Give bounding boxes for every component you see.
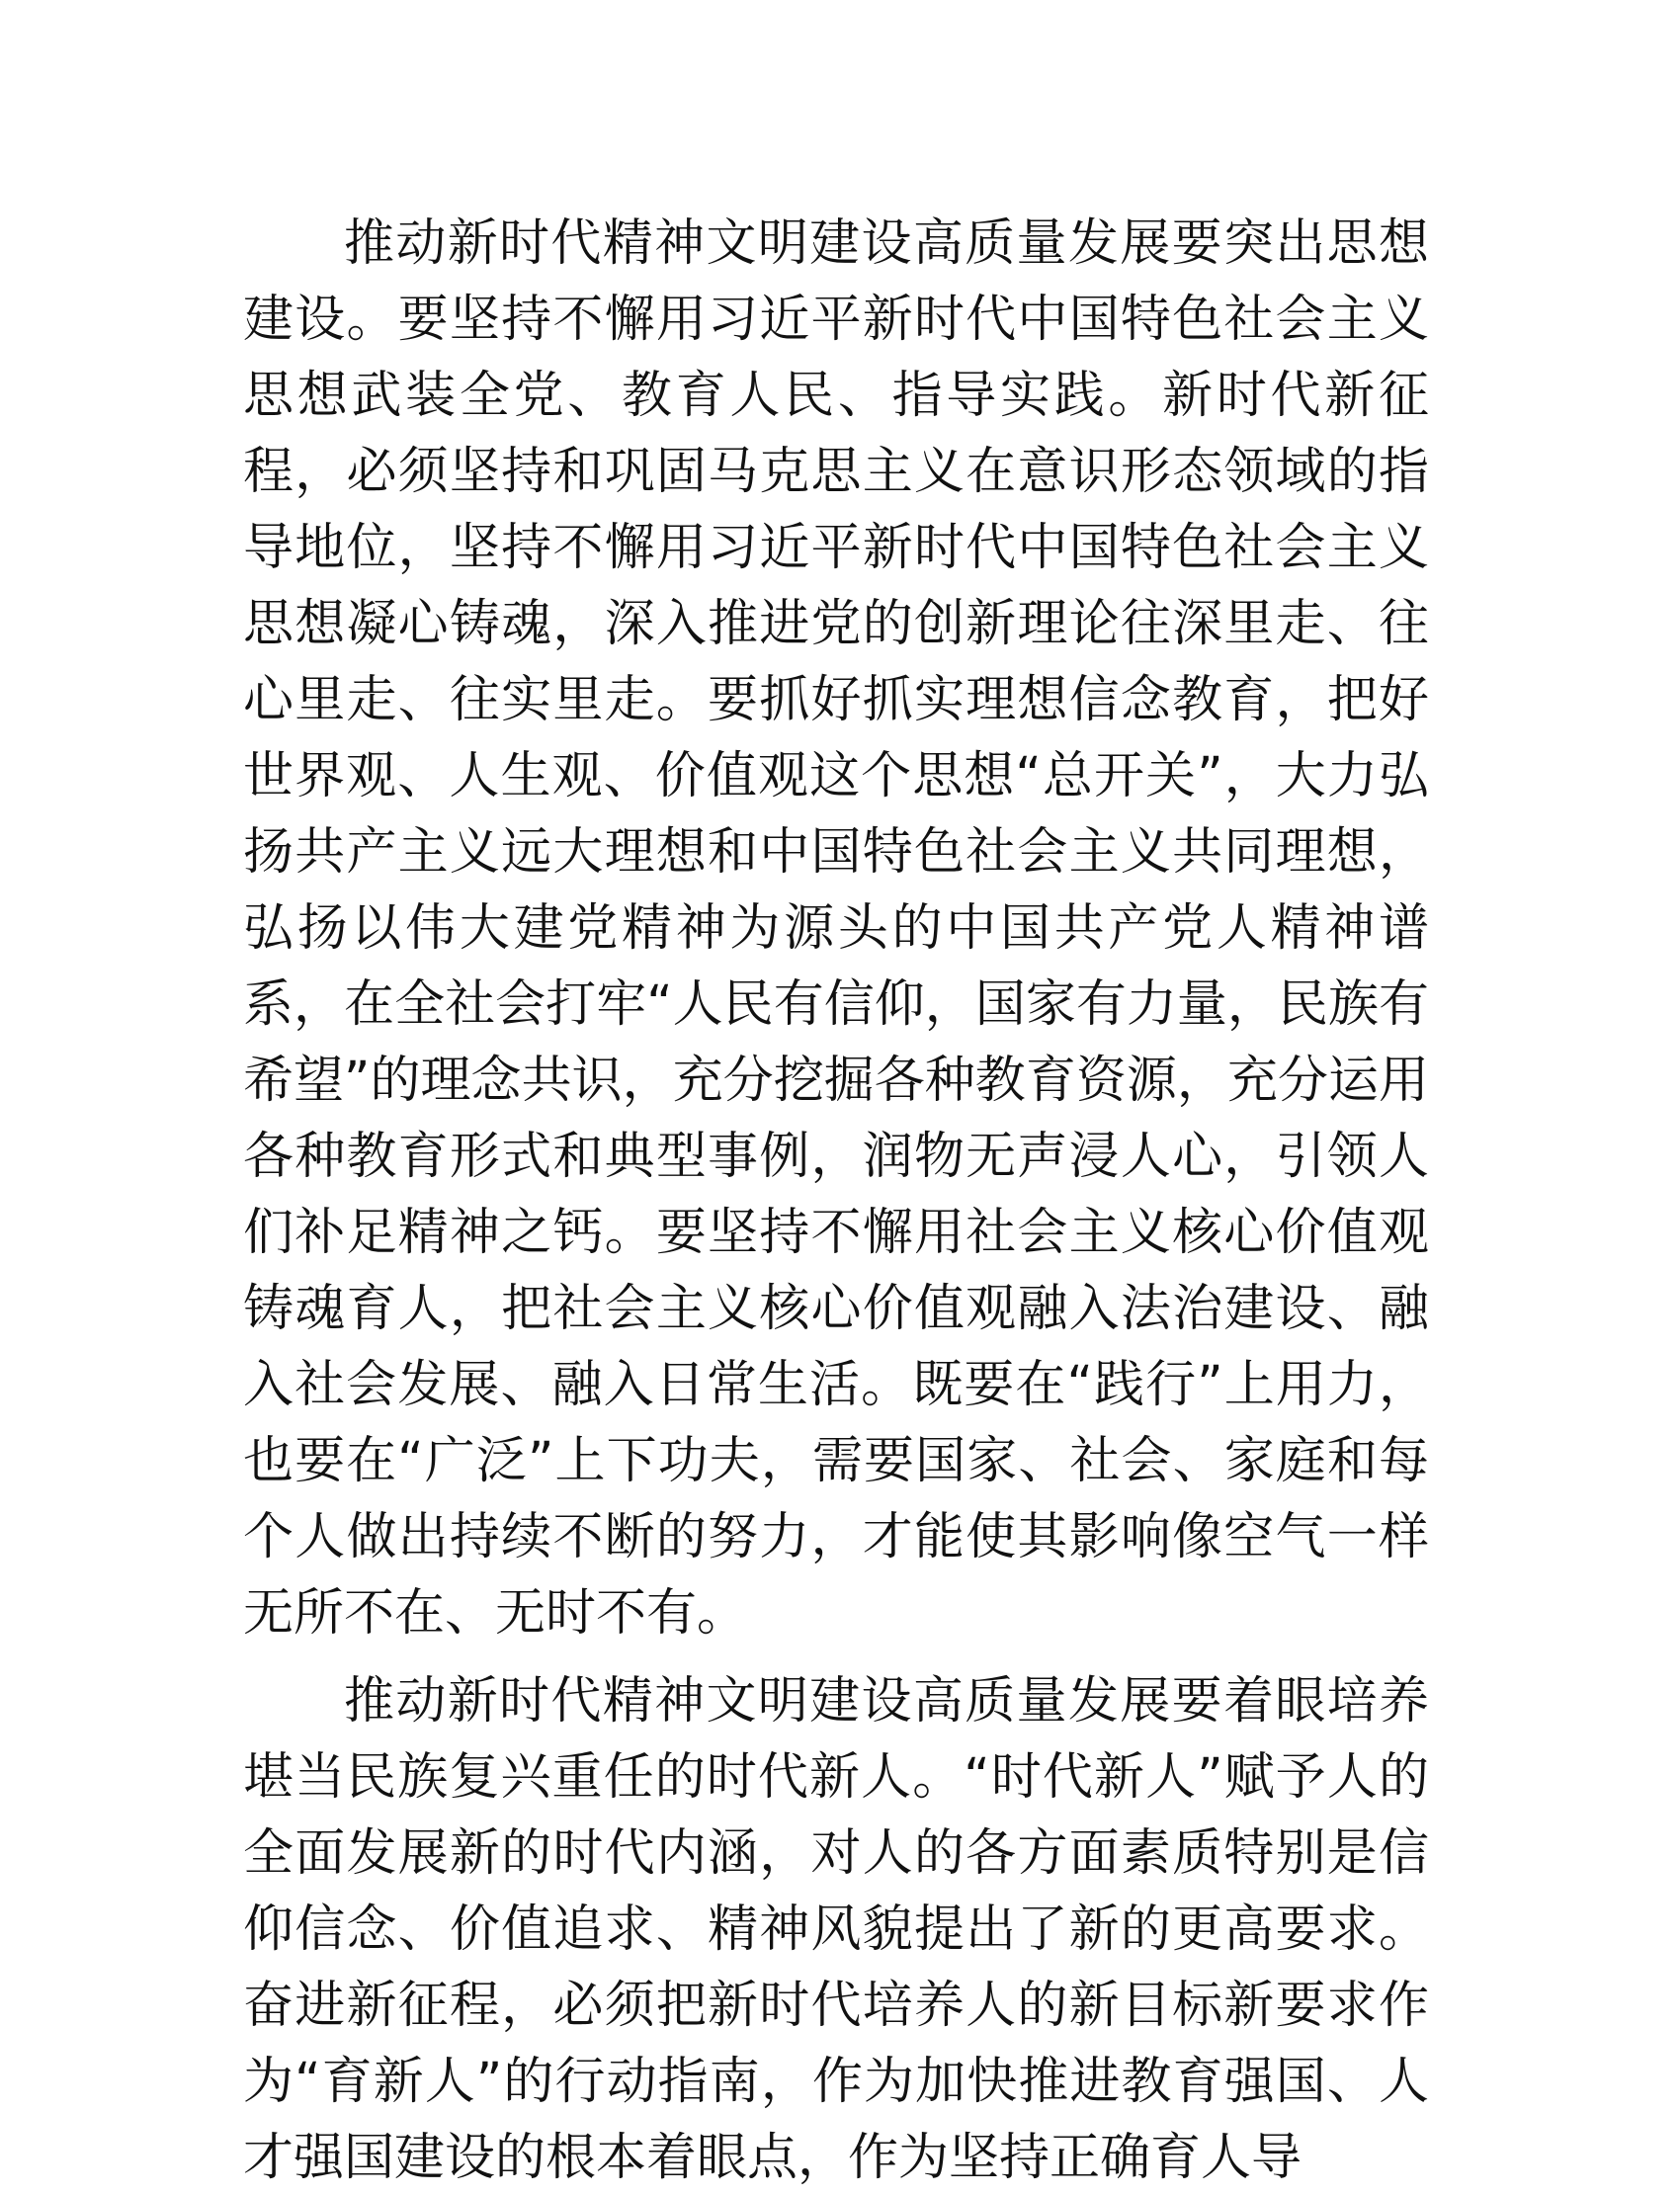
document-body — [243, 206, 1429, 2196]
paragraph-new-era-people: 推动新时代精神文明建设高质量发展要着眼培养堪当民族复兴重任的时代新人。“时代新人”赋予人的全面发展新的时代内涵，对人的各方面素质特别是信仰信念、价值追求、精神风貌提出了新的更高要求。奋进新征程，必须把新时代培养人的新目标新要求作为“育新人”的行动指南，作为加快推进教育强国、人才强国建设的根本着眼点，作为坚持正确育人导 — [243, 1672, 1429, 2187]
paragraph-thought-construction: 推动新时代精神文明建设高质量发展要突出思想建设。要坚持不懈用习近平新时代中国特色社会主义思想武装全党、教育人民、指导实践。新时代新征程，必须坚持和巩固马克思主义在意识形态领域的指导地位，坚持不懈用习近平新时代中国特色社会主义思想凝心铸魂，深入推进党的创新理论往深里走、往心里走、往实里走。要抓好抓实理想信念教育，把好世界观、人生观、价值观这个思想“总开关”，大力弘扬共产主义远大理想和中国特色社会主义共同理想，弘扬以伟大建党精神为源头的中国共产党人精神谱系，在全社会打牢“人民有信仰，国家有力量，民族有希望”的理念共识，充分挖掘各种教育资源，充分运用各种教育形式和典型事例，润物无声浸人心，引领人们补足精神之钙。要坚持不懈用社会主义核心价值观铸魂育人，把社会主义核心价值观融入法治建设、融入社会发展、融入日常生活。既要在“践行”上用力，也要在“广泛”上下功夫，需要国家、社会、家庭和每个人做出持续不断的努力，才能使其影响像空气一样无所不在、无时不有。 — [243, 214, 1429, 1643]
